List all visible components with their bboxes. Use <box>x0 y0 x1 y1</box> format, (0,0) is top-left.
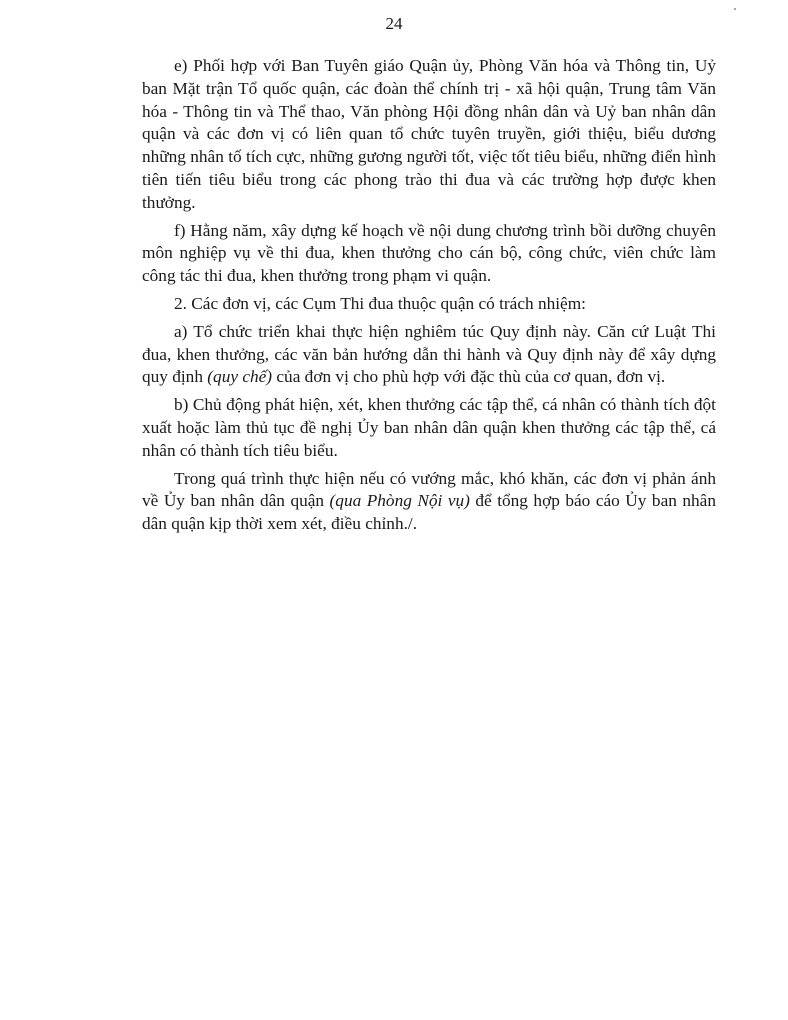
document-body <box>142 55 716 541</box>
paragraph-f: f) Hằng năm, xây dựng kế hoạch về nội dung chương trình bồi dưỡng chuyên môn nghiệp vụ về thi đua, khen thưởng cho cán bộ, công chức, viên chức làm công tác thi đua, khen thưởng trong phạm vi quận. <box>142 220 716 286</box>
paragraph-closing-italic: (qua Phòng Nội vụ) <box>329 491 470 511</box>
paragraph-item-2: 2. Các đơn vị, các Cụm Thi đua thuộc quận có trách nhiệm: <box>174 293 586 313</box>
paragraph-a-text: a) Tổ chức triển khai thực hiện nghiêm túc Quy định này. Căn cứ Luật Thi đua, khen thưởng, các văn bản hướng dẫn thi hành và Quy định này để xây dựng quy định <box>142 321 716 387</box>
scan-speck <box>734 8 736 10</box>
paragraph-e: e) Phối hợp với Ban Tuyên giáo Quận ủy, Phòng Văn hóa và Thông tin, Uỷ ban Mặt trận Tổ quốc quận, các đoàn thể chính trị - xã hội quận, Trung tâm Văn hóa - Thông tin và Thể thao, Văn phòng Hội đồng nhân dân và Uỷ ban nhân dân quận và các đơn vị có liên quan tổ chức tuyên truyền, giới thiệu, biểu dương những nhân tố tích cực, những gương người tốt, việc tốt tiêu biểu, những điển hình tiên tiến tiêu biểu trong các phong trào thi đua và các trường hợp được khen thưởng. <box>142 56 716 212</box>
paragraph-closing-text: Trong quá trình thực hiện nếu có vướng mắc, khó khăn, các đơn vị phản ánh về Ủy ban nhân dân quận <box>142 468 716 511</box>
page-number: 24 <box>385 14 403 33</box>
paragraph-closing-text-end: để tổng hợp báo cáo Ủy ban nhân dân quận kịp thời xem xét, điều chỉnh./. <box>142 491 716 534</box>
paragraph-a-italic: (quy chế) <box>207 367 273 387</box>
paragraph-a <box>142 321 716 389</box>
paragraph-b: b) Chủ động phát hiện, xét, khen thưởng các tập thể, cá nhân có thành tích đột xuất hoặc làm thủ tục đề nghị Ủy ban nhân dân quận khen thưởng các tập thể, cá nhân có thành tích tiêu biểu. <box>142 395 716 460</box>
paragraph-closing <box>142 468 716 536</box>
paragraph-a-text-end: của đơn vị cho phù hợp với đặc thù của cơ quan, đơn vị. <box>272 367 666 387</box>
